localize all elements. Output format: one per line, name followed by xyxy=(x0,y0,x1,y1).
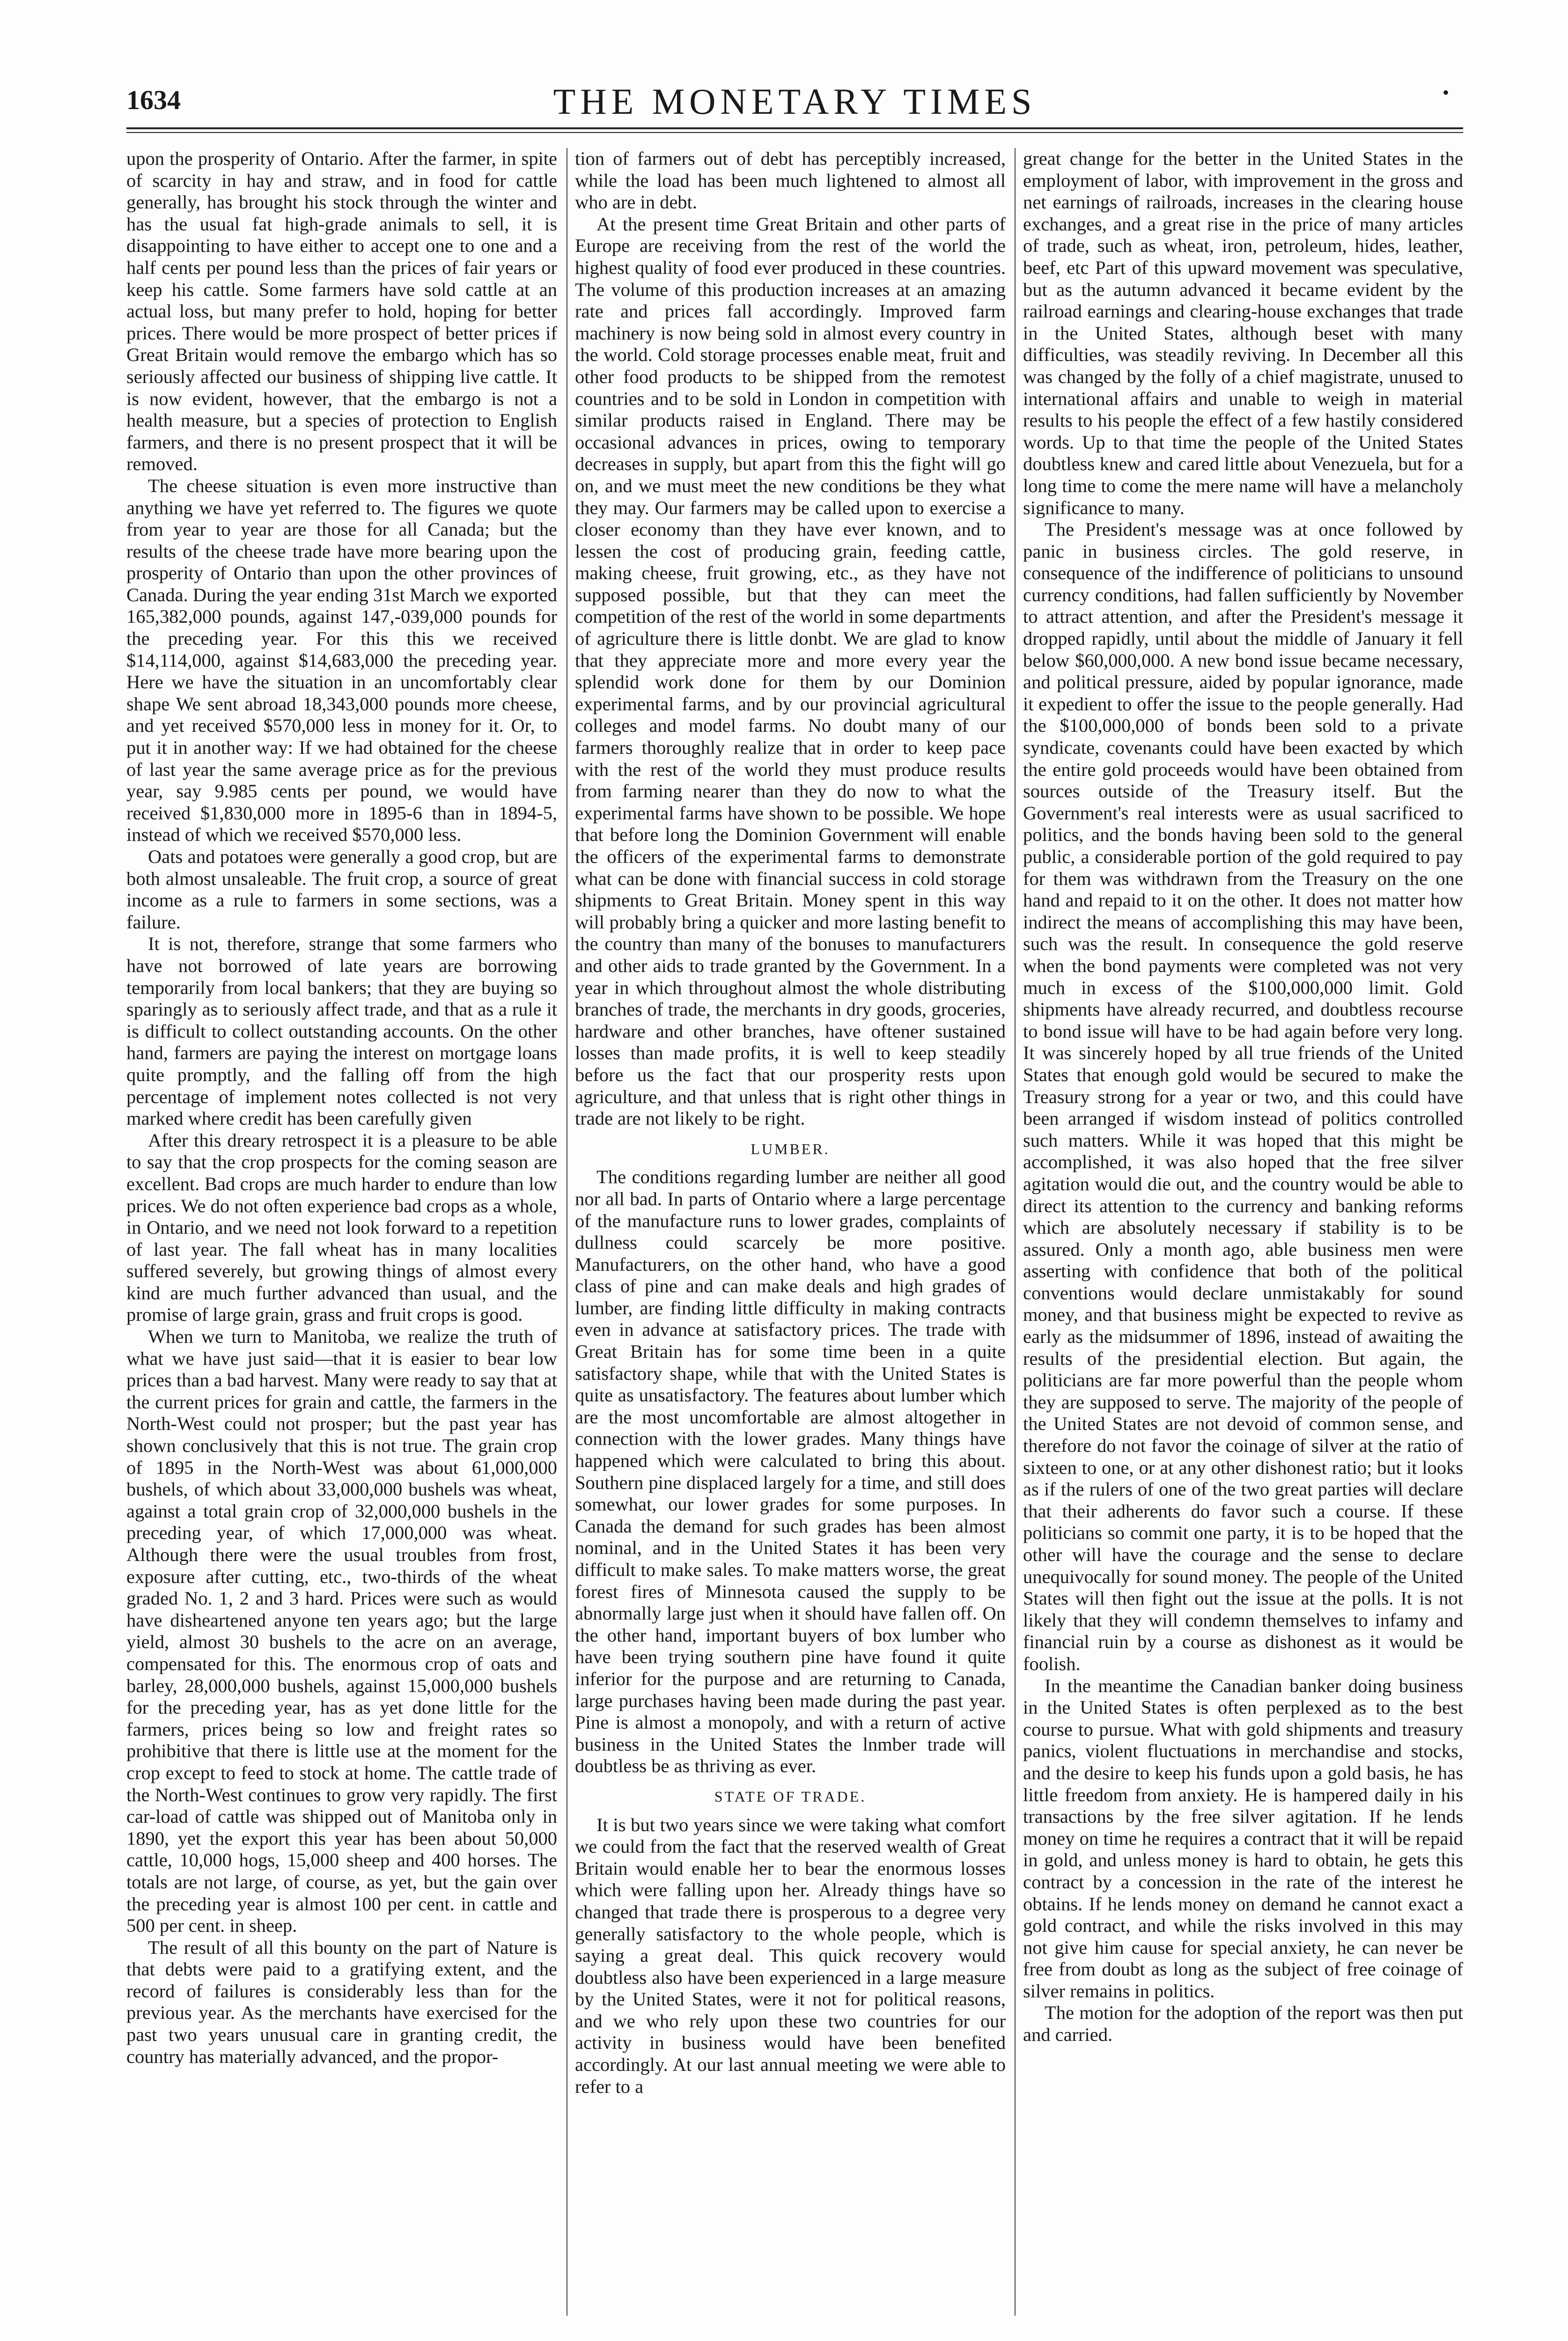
bullet-mark-icon: • xyxy=(1442,82,1449,103)
paragraph: After this dreary retrospect it is a pleasure to be able to say that the crop prospects for the coming season are excellent. Bad crops are much harder to endure than low prices. We do not often experience bad crops as a whole, in Ontario, and we need not look forward to a repetition of last year. The fall wheat has in many localities suffered severely, but growing things of almost every kind are much further advanced than usual, and the promise of large grain, grass and fruit crops is good. xyxy=(126,1129,557,1325)
masthead-rule xyxy=(126,127,1463,129)
masthead-rule-thin xyxy=(126,132,1463,133)
section-heading-state-of-trade: STATE OF TRADE. xyxy=(714,1788,867,1805)
paragraph: upon the prosperity of Ontario. After the farmer, in spite of scarcity in hay and straw, and in food for cattle generally, has brought his stock through the winter and has the usual fat high-grade animals to sell, it is disappointing to have either to accept one to one and a half cents per pound less than the prices of fair years or keep his cattle. Some farmers have sold cattle at an actual loss, but many prefer to hold, hoping for better prices. There would be more prospect of better prices if Great Britain would remove the embargo which has so seriously affected our business of shipping live cattle. It is now evident, however, that the embargo is not a health measure, but a species of protection to English farmers, and there is no present prospect that it will be removed. xyxy=(126,148,557,475)
journal-title: THE MONETARY TIMES xyxy=(553,81,1037,122)
paragraph: It is but two years since we were taking what comfort we could from the fact that the reserved wealth of Great Britain would enable her to bear the enormous losses which were falling upon her. Already things have so changed that trade there is prosperous to a degree very generally satisfactory to the whole people, which is saying a great deal. This quick recovery would doubtless also have been experienced in a large measure by the United States, were it not for political reasons, and we who rely upon these two countries for our activity in business would have been benefited accordingly. At our last annual meeting we were able to refer to a xyxy=(575,1814,1006,2097)
paragraph: When we turn to Manitoba, we realize the truth of what we have just said—that it is easier to bear low prices than a bad harvest. Many were ready to say that at the current prices for grain and cattle, the farmers in the North-West could not prosper; but the past year has shown conclusively that this is not true. The grain crop of 1895 in the North-West was about 61,000,000 bushels, of which about 33,000,000 bushels was wheat, against a total grain crop of 32,000,000 bushels in the preceding year, of which 17,000,000 was wheat. Although there were the usual troubles from frost, exposure after cutting, etc., two-thirds of the wheat graded No. 1, 2 and 3 hard. Prices were such as would have disheartened anyone ten years ago; but the large yield, almost 30 bushels to the acre on an average, compensated for this. The enormous crop of oats and barley, 28,000,000 bushels, against 15,000,000 bushels for the preceding year, has as yet done little for the farmers, prices being so low and freight rates so prohibitive that there is little use at the moment for the crop except to feed to stock at home. The cattle trade of the North-West continues to grow very rapidly. The first car-load of cattle was shipped out of Manitoba only in 1890, yet the export this year has been about 50,000 cattle, 10,000 hogs, 15,000 sheep and 400 horses. The totals are not large, of course, as yet, but the gain over the preceding year is almost 100 per cent. in cattle and 500 per cent. in sheep. xyxy=(126,1326,557,1936)
paragraph: tion of farmers out of debt has perceptibly increased, while the load has been much lightened to almost all who are in debt. xyxy=(575,148,1006,213)
article-column-1 xyxy=(126,148,557,2325)
paragraph: The President's message was at once followed by panic in business circles. The gold reserve, in consequence of the indifference of politicians to unsound currency conditions, had fallen sufficiently by November to attract attention, and after the President's message it dropped rapidly, until about the middle of January it fell below $60,000,000. A new bond issue became necessary, and political pressure, aided by popular ignorance, made it expedient to offer the issue to the people generally. Had the $100,000,000 of bonds been sold to a private syndicate, covenants could have been exacted by which the entire gold proceeds would have been obtained from sources outside of the Treasury itself. But the Government's real interests were as usual sacrificed to politics, and the bonds having been sold to the general public, a considerable portion of the gold required to pay for them was withdrawn from the Treasury on the one hand and repaid to it on the other. It does not matter how indirect the means of accomplishing this may have been, such was the result. In consequence the gold reserve when the bond payments were completed was not very much in excess of the $100,000,000 limit. Gold shipments have already recurred, and doubtless recourse to bond issue will have to be had again before very long. It was sincerely hoped by all true friends of the United States that enough gold would be secured to make the Treasury strong for a year or two, and this could have been arranged if wisdom instead of politics controlled such matters. While it was hoped that this might be accomplished, it was also hoped that the free silver agitation would die out, and the country would be able to direct its attention to the currency and banking reforms which are absolutely necessary if stability is to be assured. Only a month ago, able business men were asserting with confidence that both of the political conventions would declare unmistakably for sound money, and that business might be expected to revive as early as the midsummer of 1896, instead of awaiting the results of the presidential election. But again, the politicians are far more powerful than the people whom they are supposed to serve. The majority of the people of the United States are not devoid of common sense, and therefore do not favor the coinage of silver at the ratio of sixteen to one, or at any other dishonest ratio; but it looks as if the rulers of one of the two great parties will declare that their adherents do favor such a course. If these politicians so commit one party, it is to be hoped that the other will have the courage and the sense to declare unequivocally for sound money. The people of the United States will then fight out the issue at the polls. It is not likely that they will condemn themselves to infamy and financial ruin by a course as dishonest as it would be foolish. xyxy=(1023,519,1463,1674)
column-divider xyxy=(1015,148,1016,2316)
article-column-2 xyxy=(575,148,1006,2325)
section-heading-lumber: LUMBER. xyxy=(751,1140,830,1157)
paragraph: At the present time Great Britain and other parts of Europe are receiving from the rest of the world the highest quality of food ever produced in these countries. The volume of this production increases at an amazing rate and prices fall accordingly. Improved farm machinery is now being sold in almost every country in the world. Cold storage processes enable meat, fruit and other food products to be shipped from the remotest countries and to be sold in London in competition with similar products raised in England. There may be occasional advances in prices, owing to temporary decreases in supply, but apart from this the fight will go on, and we must meet the new conditions be they what they may. Our farmers may be called upon to exercise a closer economy than they have ever known, and to lessen the cost of producing grain, feeding cattle, making cheese, fruit growing, etc., as they have not supposed possible, but that they can meet the competition of the rest of the world in some departments of agriculture there is little donbt. We are glad to know that they appreciate more and more every year the splendid work done for them by our Dominion experimental farms, and by our provincial agricultural colleges and model farms. No doubt many of our farmers thoroughly realize that in order to keep pace with the rest of the world they must produce results from farming nearer than they do now to what the experimental farms have shown to be possible. We hope that before long the Dominion Government will enable the officers of the experimental farms to demonstrate what can be done with financial success in cold storage shipments to Great Britain. Money spent in this way will probably bring a quicker and more lasting benefit to the country than many of the bonuses to manufacturers and other aids to trade granted by the Government. In a year in which throughout almost the whole distributing branches of trade, the merchants in dry goods, groceries, hardware and other branches, have oftener sustained losses than made profits, it is well to keep steadily before us the fact that our prosperity rests upon agriculture, and that unless that is right other things in trade are not likely to be right. xyxy=(575,213,1006,1129)
paragraph: In the meantime the Canadian banker doing business in the United States is often perplexed as to the best course to pursue. What with gold shipments and treasury panics, violent fluctuations in merchandise and stocks, and the desire to keep his funds upon a gold basis, he has little freedom from anxiety. He is hampered daily in his transactions by the free silver agitation. If he lends money on time he requires a contract that it will be repaid in gold, and unless money is hard to obtain, he gets this contract by a concession in the rate of the interest he obtains. If he lends money on demand he cannot exact a gold contract, and while the risks involved in this may not give him cause for special anxiety, he can never be free from doubt as long as the subject of free coinage of silver remains in politics. xyxy=(1023,1675,1463,2002)
paragraph: great change for the better in the United States in the employment of labor, with improvement in the gross and net earnings of railroads, increases in the clearing house exchanges, and a great rise in the price of many articles of trade, such as wheat, iron, petroleum, hides, leather, beef, etc Part of this upward movement was speculative, but as the autumn advanced it became evident by the railroad earnings and clearing-house exchanges that trade in the United States, although beset with many difficulties, was steadily reviving. In December all this was changed by the folly of a chief magistrate, unused to international affairs and unable to weigh in material results to his people the effect of a few hastily considered words. Up to that time the people of the United States doubtless knew and cared little about Venezuela, but for a long time to come the mere name will have a melancholy significance to many. xyxy=(1023,148,1463,518)
article-column-3 xyxy=(1023,148,1463,2325)
paragraph: The cheese situation is even more instructive than anything we have yet referred to. The figures we quote from year to year are those for all Canada; but the results of the cheese trade have more bearing upon the prosperity of Ontario than upon the other provinces of Canada. During the year ending 31st March we exported 165,382,000 pounds, against 147,-039,000 pounds for the preceding year. For this this we received $14,114,000, against $14,683,000 the preceding year. Here we have the situation in an uncomfortably clear shape We sent abroad 18,343,000 pounds more cheese, and yet received $570,000 less in money for it. Or, to put it in another way: If we had obtained for the cheese of last year the same average price as for the previous year, say 9.985 cents per pound, we would have received $1,830,000 more in 1895-6 than in 1894-5, instead of which we received $570,000 less. xyxy=(126,475,557,846)
page-number: 1634 xyxy=(126,85,181,115)
paragraph: The motion for the adoption of the report was then put and carried. xyxy=(1023,2002,1463,2046)
paragraph: Oats and potatoes were generally a good crop, but are both almost unsaleable. The fruit crop, a source of great income as a rule to farmers in some sections, was a failure. xyxy=(126,846,557,933)
masthead xyxy=(126,81,1463,124)
paragraph: The conditions regarding lumber are neither all good nor all bad. In parts of Ontario where a large percentage of the manufacture runs to lower grades, complaints of dullness could scarcely be more positive. Manufacturers, on the other hand, who have a good class of pine and can make deals and high grades of lumber, are finding little difficulty in making contracts even in advance at satisfactory prices. The trade with Great Britain has for some time been in a quite satisfactory shape, while that with the United States is quite as unsatisfactory. The features about lumber which are the most uncomfortable are almost altogether in connection with the lower grades. Many things have happened which were calculated to bring this about. Southern pine displaced largely for a time, and still does somewhat, our lower grades for some purposes. In Canada the demand for such grades has been almost nominal, and in the United States it has been very difficult to make sales. To make matters worse, the great forest fires of Minnesota caused the supply to be abnormally large just when it should have fallen off. On the other hand, important buyers of box lumber who have been trying southern pine have found it quite inferior for the purpose and are returning to Canada, large purchases having been made during the past year. Pine is almost a monopoly, and with a return of active business in the United States the lnmber trade will doubtless be as thriving as ever. xyxy=(575,1166,1006,1777)
paragraph: It is not, therefore, strange that some farmers who have not borrowed of late years are borrowing temporarily from local bankers; that they are buying so sparingly as to seriously affect trade, and that as a rule it is difficult to collect outstanding accounts. On the other hand, farmers are paying the interest on mortgage loans quite promptly, and the falling off from the high percentage of implement notes collected is not very marked where credit has been carefully given xyxy=(126,933,557,1129)
paragraph: The result of all this bounty on the part of Nature is that debts were paid to a gratifying extent, and the record of failures is considerably less than for the previous year. As the merchants have exercised for the past two years unusual care in granting credit, the country has materially advanced, and the propor- xyxy=(126,1936,557,2067)
